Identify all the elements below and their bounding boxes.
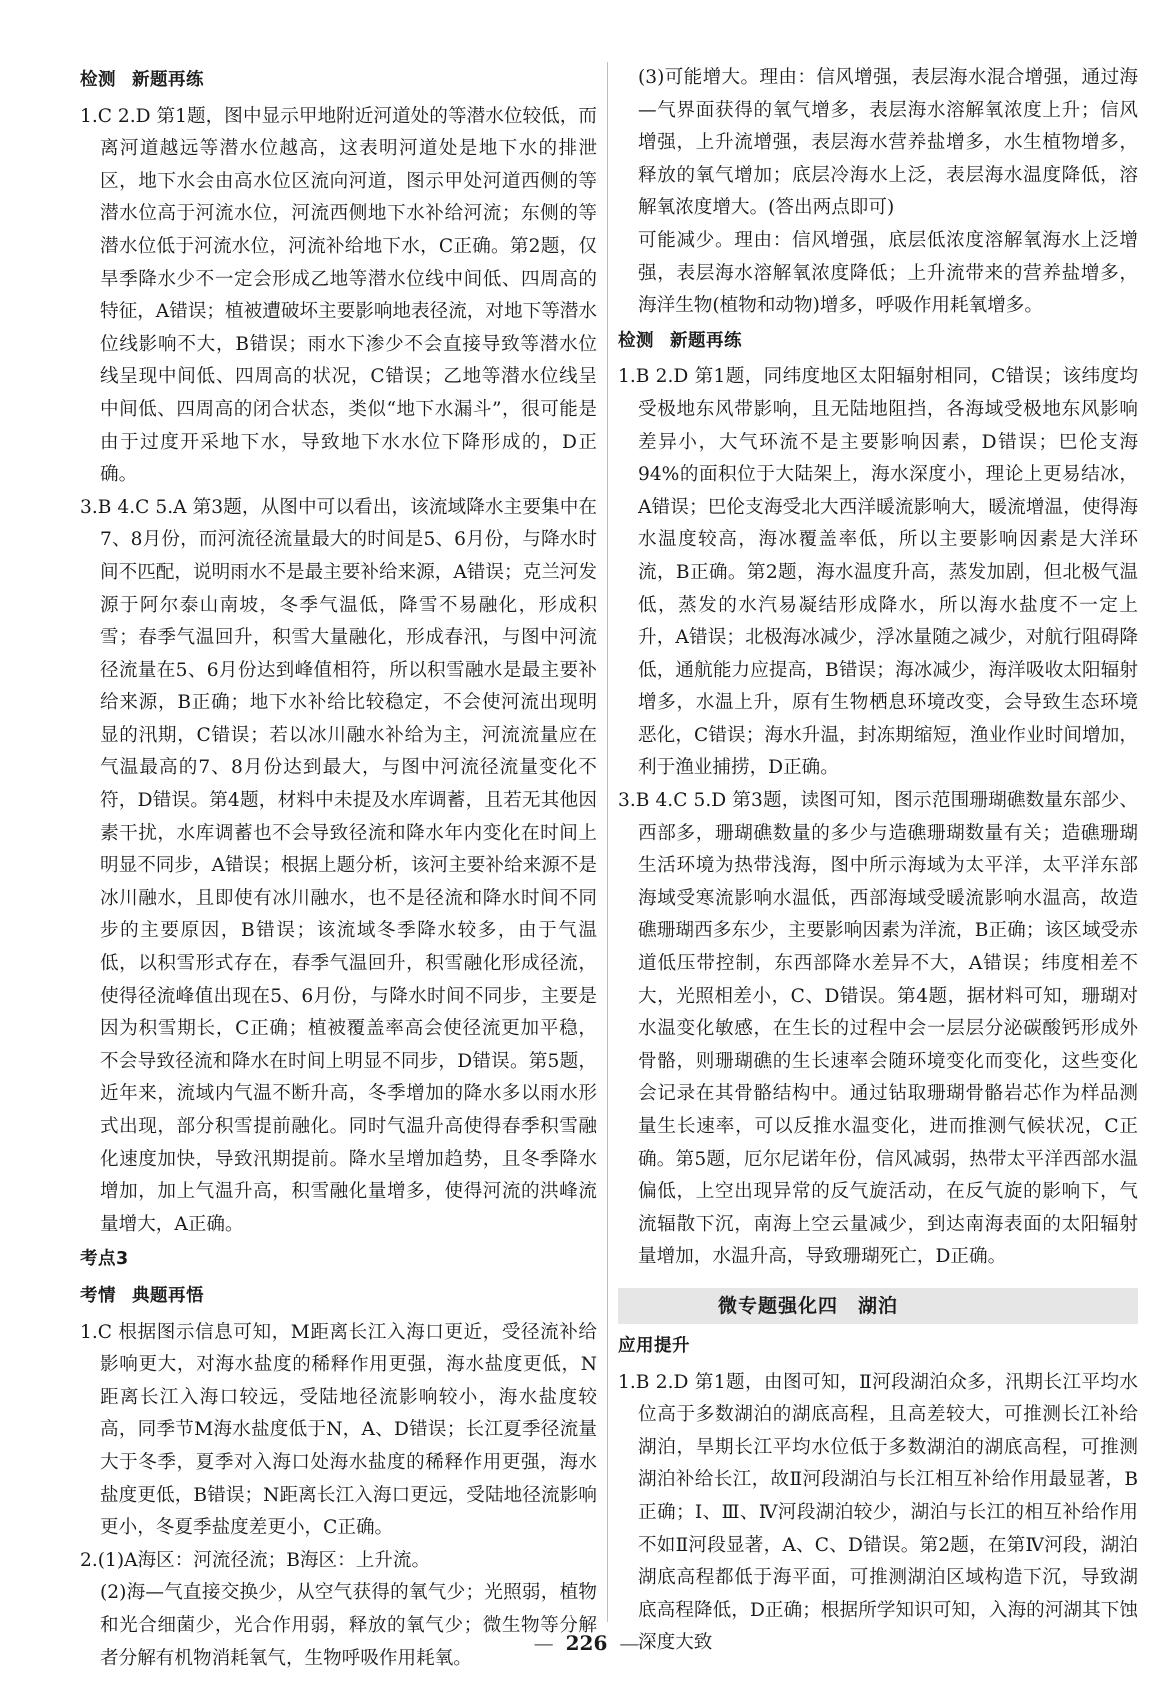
answer-3-5: 3.B 4.C 5.A 第3题，从图中可以看出，该流域降水主要集中在7、8月份，而河流径流量最大的时间是5、6月份，与降水时间不匹配，说明雨水不是最主要补给来源，A错误；克兰河发源于阿尔泰山南坡，冬季气温低，降雪不易融化，形成积雪；春季气温回升，积雪大量融化，形成春汛，与图中河流径流量在5、6月份达到峰值相符，所以积雪融水是最主要补给来源，B正确；地下水补给比较稳定，不会使河流出现明显的汛期，C错误；若以冰川融水补给为主，河流流量应在气温最高的7、8月份达到最大，与图中河流径流量变化不符，D错误。第4题，材料中未提及水库调蓄，且若无其他因素干扰，水库调蓄也不会导致径流和降水年内变化在时间上明显不同步，A错误；根据上题分析，该河主要补给来源不是冰川融水，且即使有冰川融水，也不是径流和降水时间不同步的主要原因，B错误；该流域冬季降水较多，由于气温低，以积雪形式存在，春季气温回升，积雪融化形成径流，使得径流峰值出现在5、6月份，与降水时间不同步，主要是因为积雪期长，C正确；植被覆盖率高会使径流更加平稳，不会导致径流和降水在时间上明显不同步，D错误。第5题，近年来，流域内气温不断升高，冬季增加的降水多以雨水形式出现，部分积雪提前融化。同时气温升高使得春季积雪融化速度加快，导致汛期提前。降水呈增加趋势，且冬季降水增加，加上气温升高，积雪融化量增多，使得河流的洪峰流量增大，A正确。 <box>80 496 597 1235</box>
page-number: — 226 — <box>533 1631 640 1655</box>
section-title-jiance: 检测 新题再练 <box>80 70 204 90</box>
answer-kaoqing-2-3: (3)可能增大。理由：信风增强，表层海水混合增强，通过海—气界面获得的氧气增多，表层海水溶解氧浓度上升；信风增强，上升流增强，表层海水营养盐增多，水生植物增多，释放的氧气增加；底层冷海水上泛，表层海水温度降低，溶解氧浓度增大。(答出两点即可) <box>638 67 1138 219</box>
section-title-kaoqing: 考情 典题再悟 <box>80 1285 204 1306</box>
answer-1-2: 1.C 2.D 第1题，图中显示甲地附近河道处的等潜水位较低，而离河道越远等潜水位越高，这表明河道处是地下水的排泄区，地下水会由高水位区流向河道，图示甲处河道西侧的等潜水位高于河流水位，河流西侧地下水补给河流；东侧的等潜水位低于河流水位，河流补给地下水，C正确。第2题，仅旱季降水少不一定会形成乙地等潜水位线中间低、四周高的特征，A错误；植被遭破坏主要影响地表径流，对地下等潜水位线影响不大，B错误；雨水下渗少不会直接导致等潜水位线呈现中间低、四周高的状况，C错误；乙地等潜水位线呈中间低、四周高的闭合状态，类似“地下水漏斗”，很可能是由于过度开采地下水，导致地下水水位下降形成的，D正确。 <box>80 105 597 486</box>
answer-kaoqing-1: 1.C 根据图示信息可知，M距离长江入海口更近，受径流补给影响更大，对海水盐度的稀释作用更强，海水盐度更低，N距离长江入海口较远，受陆地径流影响较小，海水盐度较高，同季节M海水盐度低于N，A、D错误；长江夏季径流量大于冬季，夏季对入海口处海水盐度的稀释作用更强，海水盐度更低，B错误；N距离长江入海口更远，受陆地径流影响更小，冬夏季盐度差更小，C正确。 <box>80 1321 597 1539</box>
column-divider <box>607 62 608 1622</box>
section-title-kaodian: 考点3 <box>80 1249 129 1270</box>
topic-banner: 微专题强化四 湖泊 <box>618 1288 1138 1324</box>
left-column <box>80 62 597 1675</box>
answer-kaoqing-2-1: 2.(1)A海区：河流径流；B海区：上升流。 <box>80 1549 431 1571</box>
answer-kaoqing-2-3-alt: 可能减少。理由：信风增强，底层低浓度溶解氧海水上泛增强，表层海水溶解氧浓度降低；上升流带来的营养盐增多，海洋生物(植物和动物)增多，呼吸作用耗氧增多。 <box>638 229 1138 317</box>
section-title-jiance-2: 检测 新题再练 <box>618 330 742 351</box>
answer-r-3-5: 3.B 4.C 5.D 第3题，读图可知，图示范围珊瑚礁数量东部少、西部多，珊瑚礁数量的多少与造礁珊瑚数量有关；造礁珊瑚生活环境为热带浅海，图中所示海域为太平洋，太平洋东部海域受寒流影响水温低，西部海域受暖流影响水温高，故造礁珊瑚西多东少，主要影响因素为洋流，B正确；该区域受赤道低压带控制，东西部降水差异不大，A错误；纬度相差不大，光照相差小，C、D错误。第4题，据材料可知，珊瑚对水温变化敏感，在生长的过程中会一层层分泌碳酸钙形成外骨骼，则珊瑚礁的生长速率会随环境变化而变化，这些变化会记录在其骨骼结构中。通过钻取珊瑚骨骼岩芯作为样品测量生长速率，可以反推水温变化，进而推测气候状况，C正确。第5题，厄尔尼诺年份，信风减弱，热带太平洋西部水温偏低，上空出现异常的反气旋活动，在反气旋的影响下，气流辐散下沉，南海上空云量减少，到达南海表面的太阳辐射量增加，水温升高，导致珊瑚死亡，D正确。 <box>618 790 1138 1268</box>
answer-r-1-2: 1.B 2.D 第1题，同纬度地区太阳辐射相同，C错误；该纬度均受极地东风带影响，且无陆地阻挡，各海域受极地东风影响差异小，大气环流不是主要影响因素，D错误；巴伦支海94%的面积位于大陆架上，海水深度小，理论上更易结冰，A错误；巴伦支海受北大西洋暖流影响大，暖流增温，使得海水温度较高，海冰覆盖率低，所以主要影响因素是大洋环流，B正确。第2题，海水温度升高，蒸发加剧，但北极气温低，蒸发的水汽易凝结形成降水，所以海水盐度不一定上升，A错误；北极海冰减少，浮冰量随之减少，对航行阻碍降低，通航能力应提高，B错误；海冰减少，海洋吸收太阳辐射增多，水温上升，原有生物栖息环境改变，会导致生态环境恶化，C错误；海水升温，封冻期缩短，渔业作业时间增加，利于渔业捕捞，D正确。 <box>618 366 1138 779</box>
answer-lake-1-2: 1.B 2.D 第1题，由图可知，Ⅱ河段湖泊众多，汛期长江平均水位高于多数湖泊的湖底高程，且高差较大，可推测长江补给湖泊，旱期长江平均水位低于多数湖泊的湖底高程，可推测湖泊补给长江，故Ⅱ河段湖泊与长江相互补给作用最显著，B正确；Ⅰ、Ⅲ、Ⅳ河段湖泊较少，湖泊与长江的相互补给作用不如Ⅱ河段显著，A、C、D错误。第2题，在第Ⅳ河段，湖泊湖底高程都低于海平面，可推测湖泊区域构造下沉，导致湖底高程降低，D正确；根据所学知识可知，入海的河湖其下蚀深度大致 <box>618 1371 1138 1654</box>
section-title-yingyong: 应用提升 <box>618 1335 690 1356</box>
right-column <box>618 62 1138 1660</box>
answer-kaoqing-2-2: (2)海—气直接交换少，从空气获得的氧气少；光照弱，植物和光合细菌少，光合作用弱，释放的氧气少；微生物等分解者分解有机物消耗氧气，生物呼吸作用耗氧。 <box>100 1582 597 1669</box>
